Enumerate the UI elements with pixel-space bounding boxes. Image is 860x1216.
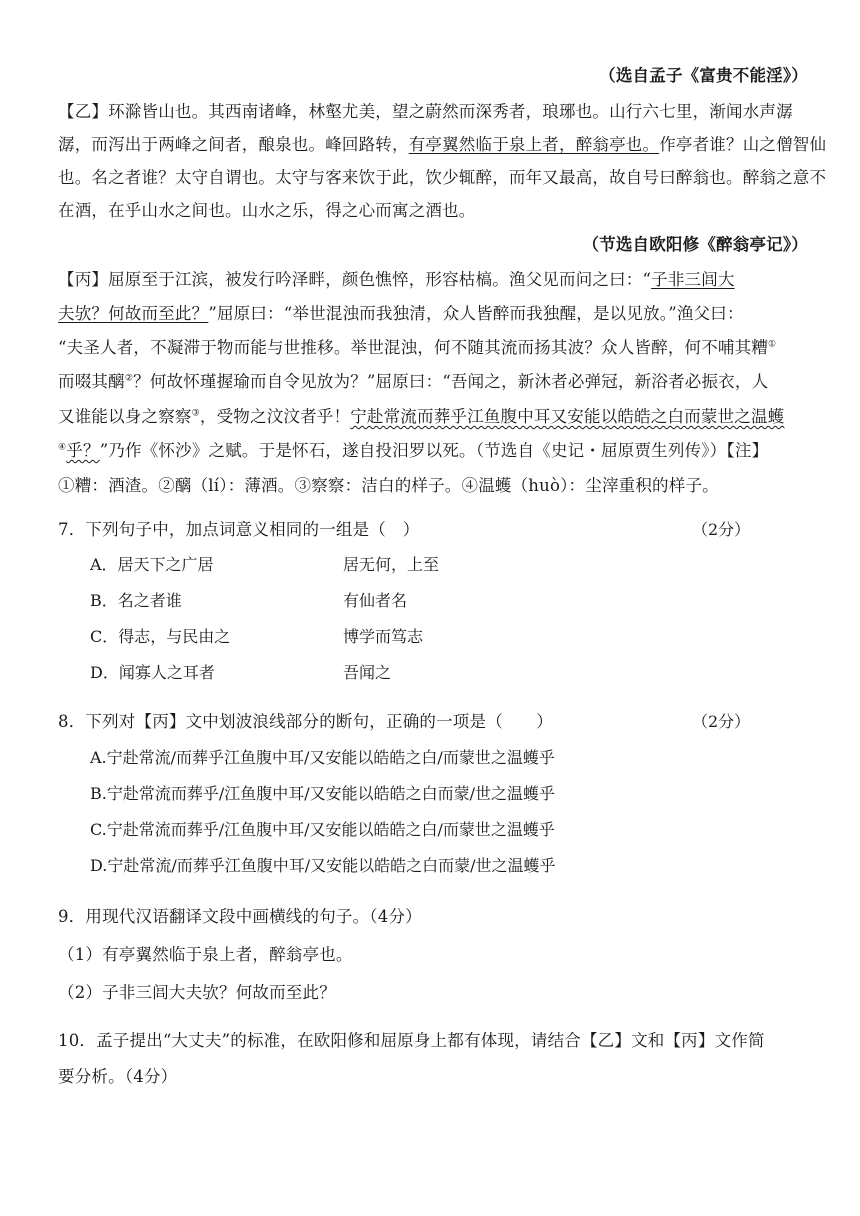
q10-line-1: 10．孟子提出“大丈夫”的标准，在欧阳修和屈原身上都有体现，请结合【乙】文和【丙】文作简	[58, 1031, 765, 1050]
yi-source: （节选自欧阳修《醉翁亭记》）	[582, 235, 808, 254]
bing-line-5: 又谁能以身之察察③，受物之汶汶者乎！宁赴常流而葬乎江鱼腹中耳又安能以皓皓之白而蒙世之温蠖	[58, 407, 785, 426]
yi-line-3: 也。名之者谁？太守自谓也。太守与客来饮于此，饮少辄醉，而年又最高，故自号曰醉翁也。醉翁之意不	[58, 168, 827, 187]
bing-line-6: ④乎？”乃作《怀沙》之赋。于是怀石，遂自投汨罗以死。（节选自《史记・屈原贾生列传》）【注】	[58, 441, 769, 460]
bing-notes: ①糟：酒渣。②醨（lí）：薄酒。③察察：洁白的样子。④温蠖（huò）：尘滓重积的样子。	[58, 476, 719, 495]
q7-option-d-left: D．闻寡人之耳者	[90, 663, 215, 682]
q9-stem: 9．用现代汉语翻译文段中画横线的句子。（4分）	[58, 907, 422, 926]
bing-underlined-1: 子非三闾大	[651, 270, 735, 289]
bing-line-1: 【丙】屈原至于江滨，被发行吟泽畔，颜色憔悴，形容枯槁。渔父见而问之曰：“子非三闾大	[58, 270, 735, 289]
q8-option-c: C.宁赴常流而葬乎/江鱼腹中耳/又安能以皓皓之白/而蒙世之温蠖乎	[90, 820, 555, 839]
q7-score: （2分）	[692, 520, 751, 539]
q10-line-2: 要分析。（4分）	[58, 1067, 178, 1086]
q9-item-2: （2）子非三闾大夫欤？何故而至此？	[58, 983, 336, 1002]
bing-underlined-2: 夫欤？何故而至此？	[58, 304, 209, 323]
q7-option-a-left: A．居天下之广居	[90, 555, 214, 574]
yi-line-2: 潺，而泻出于两峰之间者，酿泉也。峰回路转，有亭翼然临于泉上者，醉翁亭也。作亭者谁？山之僧智仙	[58, 135, 827, 154]
note-marker-4: ④	[58, 442, 67, 453]
q7-option-c-right: 博学而笃志	[343, 627, 424, 646]
q8-option-a: A.宁赴常流/而葬乎江鱼腹中耳/又安能以皓皓之白/而蒙世之温蠖乎	[90, 748, 555, 767]
q8-option-b: B.宁赴常流而葬乎/江鱼腹中耳/又安能以皓皓之白而蒙/世之温蠖乎	[90, 784, 556, 803]
note-marker-2: ②	[124, 373, 134, 384]
q7-option-c-left: C．得志，与民由之	[90, 627, 231, 646]
yi-line-4: 在酒，在乎山水之间也。山水之乐，得之心而寓之酒也。	[58, 201, 476, 220]
note-marker-1: ①	[768, 339, 777, 350]
note-marker-3: ③	[191, 408, 200, 419]
bing-line-3: “夫圣人者，不凝滞于物而能与世推移。举世混浊，何不随其流而扬其波？众人皆醉，何不哺其糟①	[58, 338, 777, 357]
yi-underlined-sentence: 有亭翼然临于泉上者，醉翁亭也。	[408, 135, 660, 154]
q7-option-b-right: 有仙者名	[343, 591, 408, 610]
bing-line-2: 夫欤？何故而至此？”屈原曰：“举世混浊而我独清，众人皆醉而我独醒，是以见放。”渔父曰：	[58, 304, 744, 323]
q8-score: （2分）	[692, 712, 751, 731]
q7-stem: 7．下列句子中，加点词意义相同的一组是（ ）	[58, 520, 420, 539]
q9-item-1: （1）有亭翼然临于泉上者，醉翁亭也。	[58, 945, 353, 964]
q8-stem: 8．下列对【丙】文中划波浪线部分的断句，正确的一项是（ ）	[58, 712, 553, 731]
q8-option-d: D.宁赴常流/而葬乎江鱼腹中耳/又安能以皓皓之白而蒙/世之温蠖乎	[90, 856, 556, 875]
yi-line-1: 【乙】环滁皆山也。其西南诸峰，林壑尤美，望之蔚然而深秀者，琅琊也。山行六七里，渐闻水声潺	[58, 102, 793, 121]
q7-option-d-right: 吾闻之	[343, 663, 392, 682]
q7-option-a-right: 居无何，上至	[343, 555, 440, 574]
bing-line-4: 而啜其醨②？何故怀瑾握瑜而自令见放为？”屈原曰：“吾闻之，新沐者必弹冠，新浴者必振衣，人	[58, 372, 769, 391]
source-mencius: （选自孟子《富贵不能淫》）	[599, 66, 808, 85]
q7-option-b-left: B．名之者谁	[90, 591, 182, 610]
bing-wavy-sentence: 宁赴常流而葬乎江鱼腹中耳又安能以皓皓之白而蒙世之温蠖	[350, 407, 785, 426]
